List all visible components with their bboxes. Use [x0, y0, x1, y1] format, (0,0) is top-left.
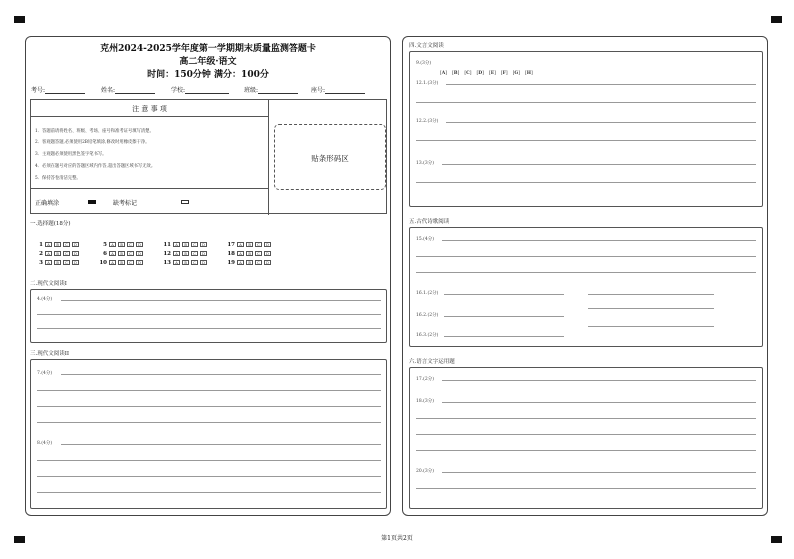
section-title: 一.选择题(18分) [30, 221, 71, 227]
exam-number-field[interactable]: 考号: [31, 85, 85, 94]
choice-bubble[interactable]: C [127, 260, 134, 265]
choice-bubble[interactable]: D [136, 260, 143, 265]
choice-bubble[interactable]: B [182, 242, 189, 247]
choice-bubble[interactable]: C [63, 260, 70, 265]
choice-bubble[interactable]: B [118, 260, 125, 265]
name-field[interactable]: 姓名: [101, 85, 155, 94]
section-title: 二.现代文阅读I [30, 281, 67, 287]
notice-item: 2．客观题答题,必须使用2B铅笔填涂,修改时用橡皮擦干净。 [35, 140, 150, 145]
answer-box-section6[interactable] [409, 367, 763, 509]
absent-mark-label: 缺考标记 [113, 200, 138, 207]
section-title: 三.现代文阅读II [30, 351, 70, 357]
choice-bubble[interactable]: C [255, 251, 262, 256]
choice-bubble[interactable]: A [237, 260, 244, 265]
question-label: 4.(4分) [37, 297, 53, 302]
choice-bubble[interactable]: D [136, 251, 143, 256]
choice-bubble[interactable]: C [127, 251, 134, 256]
choice-bubble[interactable]: B [118, 251, 125, 256]
q9-option[interactable]: [F] [500, 71, 508, 76]
fill-correct-sample-icon [88, 200, 96, 204]
question-label: 20.(3分) [416, 469, 435, 474]
question-label: 7.(4分) [37, 371, 53, 376]
class-field[interactable]: 班级: [244, 85, 298, 94]
question-label: 8.(4分) [37, 441, 53, 446]
choice-bubble[interactable]: A [45, 260, 52, 265]
choice-bubble[interactable]: D [136, 242, 143, 247]
q9-option[interactable]: [G] [512, 71, 521, 76]
choice-bubble[interactable]: B [54, 251, 61, 256]
exam-grade: 高二年级·语文 [179, 57, 237, 67]
q9-option[interactable]: [D] [476, 71, 484, 76]
section-title: 六.语言文字运用题 [409, 359, 455, 365]
question-label: 9.(3分) [416, 61, 432, 66]
choice-bubble[interactable]: D [72, 260, 79, 265]
choice-bubble[interactable]: C [191, 251, 198, 256]
exam-title: 克州2024-2025学年度第一学期期末质量监测答题卡 [100, 44, 316, 54]
notice-heading: 注 意 事 项 [132, 105, 167, 113]
notice-item: 1．答题前请将姓名、班级、考场、座号和准考证号填写清楚。 [35, 129, 154, 134]
q9-option[interactable]: [C] [464, 71, 472, 76]
choice-bubble[interactable]: A [109, 242, 116, 247]
question-label: 17.(2分) [416, 377, 435, 382]
exam-time-score: 时间：150分钟 满分：100分 [147, 70, 269, 80]
choice-bubble[interactable]: A [109, 251, 116, 256]
seat-field[interactable]: 座号: [311, 85, 365, 94]
barcode-area [274, 124, 386, 190]
choice-bubble[interactable]: C [191, 242, 198, 247]
question-label: 13.(3分) [416, 161, 435, 166]
choice-bubble[interactable]: D [72, 242, 79, 247]
q9-option[interactable]: [H] [525, 71, 533, 76]
choice-bubble[interactable]: D [200, 242, 207, 247]
question-label: 18.(3分) [416, 399, 435, 404]
answer-box-section5[interactable] [409, 227, 763, 347]
school-field[interactable]: 学校: [171, 85, 229, 94]
choice-bubble[interactable]: B [246, 251, 253, 256]
choice-bubble[interactable]: A [237, 242, 244, 247]
choice-bubble[interactable]: C [127, 242, 134, 247]
q9-option[interactable]: [E] [488, 71, 496, 76]
choice-bubble[interactable]: C [191, 260, 198, 265]
answer-box-q4[interactable] [30, 289, 387, 343]
choice-bubble[interactable]: A [45, 242, 52, 247]
choice-bubble[interactable]: A [173, 242, 180, 247]
choice-bubble[interactable]: C [255, 242, 262, 247]
barcode-label: 贴条形码区 [311, 154, 349, 163]
q9-options[interactable] [440, 59, 538, 78]
choice-bubble[interactable]: A [173, 260, 180, 265]
choice-bubble[interactable]: B [246, 242, 253, 247]
choice-bubble[interactable]: D [264, 260, 271, 265]
section-title: 四.文言文阅读 [409, 43, 444, 49]
choice-bubble[interactable]: D [264, 242, 271, 247]
question-label: 12.1.(3分) [416, 81, 439, 86]
choice-bubble[interactable]: B [54, 242, 61, 247]
choice-bubble[interactable]: A [237, 251, 244, 256]
choice-bubble[interactable]: B [182, 260, 189, 265]
question-label: 16.2.(2分) [416, 313, 439, 318]
choice-bubble[interactable]: B [246, 260, 253, 265]
choice-bubble[interactable]: D [200, 260, 207, 265]
choice-bubble[interactable]: A [45, 251, 52, 256]
choice-bubble[interactable]: C [255, 260, 262, 265]
right-answer-panel [402, 36, 768, 516]
notice-item: 3．主观题必须使用黑色签字笔书写。 [35, 152, 107, 157]
question-label: 15.(4分) [416, 237, 435, 242]
fill-correct-label: 正确填涂 [35, 200, 60, 207]
mc-grid[interactable]: 1 A B C D 2 A B C D 3 A B C D 5 A B C D 6 A B C D 10 A B C D 11 A B C D 12 A B C D 13 A B C D 17 A B C D 18 A B C D 19 A B C D [34, 234, 384, 264]
notice-item: 4．必须在题号对应的答题区域内作答,超出答题区域书写无效。 [35, 164, 156, 169]
choice-bubble[interactable]: D [200, 251, 207, 256]
registration-mark [14, 16, 25, 23]
choice-bubble[interactable]: A [109, 260, 116, 265]
choice-bubble[interactable]: D [72, 251, 79, 256]
page-footer: 第1页共2页 [381, 535, 413, 542]
registration-mark [771, 16, 782, 23]
notice-block [30, 99, 387, 214]
choice-bubble[interactable]: A [173, 251, 180, 256]
choice-bubble[interactable]: B [54, 260, 61, 265]
question-label: 12.2.(3分) [416, 119, 439, 124]
answer-box-q7-q8[interactable] [30, 359, 387, 509]
choice-bubble[interactable]: B [182, 251, 189, 256]
choice-bubble[interactable]: C [63, 251, 70, 256]
choice-bubble[interactable]: D [264, 251, 271, 256]
absent-mark-checkbox[interactable] [181, 200, 189, 204]
notice-item: 5．保持答卷清洁完整。 [35, 176, 81, 181]
q9-option[interactable]: [A] [440, 71, 448, 76]
section-title: 五.古代诗歌阅读 [409, 219, 450, 225]
q9-option[interactable]: [B] [452, 71, 460, 76]
choice-bubble[interactable]: B [118, 242, 125, 247]
left-answer-panel [25, 36, 391, 516]
question-label: 16.3.(2分) [416, 333, 439, 338]
question-label: 16.1.(2分) [416, 291, 439, 296]
choice-bubble[interactable]: C [63, 242, 70, 247]
answer-box-section4[interactable] [409, 51, 763, 207]
